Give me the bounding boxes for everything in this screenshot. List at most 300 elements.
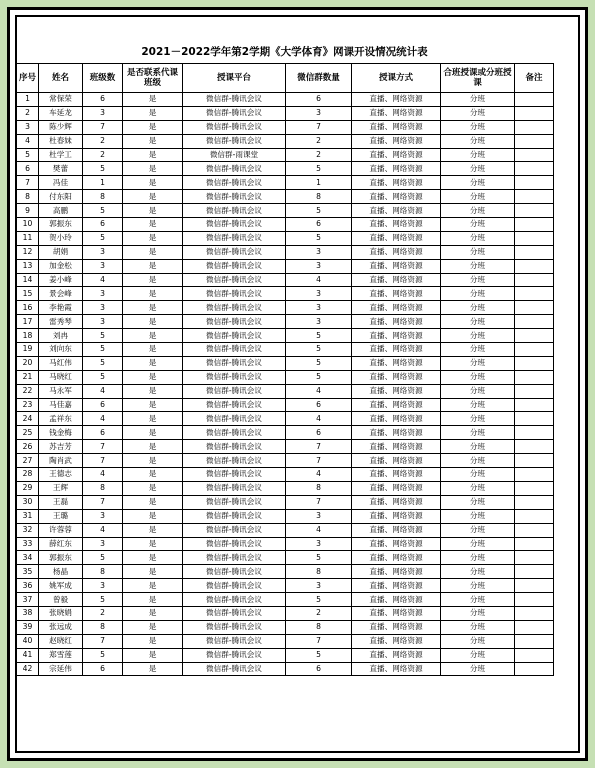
- cell-platform: 微信群-腾讯会议: [183, 370, 286, 384]
- cell-teaching-mode: 直播、网络资源: [352, 523, 441, 537]
- cell-remarks: [515, 426, 554, 440]
- cell-class-count: 6: [83, 662, 123, 676]
- cell-class-count: 5: [83, 329, 123, 343]
- cell-name: 胡娟: [39, 245, 83, 259]
- cell-name: 许蓉蓉: [39, 523, 83, 537]
- cell-class-count: 3: [83, 245, 123, 259]
- cell-wechat-groups: 5: [286, 593, 352, 607]
- cell-teaching-mode: 直播、网络资源: [352, 412, 441, 426]
- cell-index: 42: [17, 662, 39, 676]
- cell-teaching-mode: 直播、网络资源: [352, 287, 441, 301]
- cell-remarks: [515, 134, 554, 148]
- cell-teaching-mode: 直播、网络资源: [352, 634, 441, 648]
- cell-class-count: 2: [83, 148, 123, 162]
- cell-remarks: [515, 218, 554, 232]
- cell-platform: 微信群-腾讯会议: [183, 343, 286, 357]
- table-row: [17, 301, 554, 315]
- cell-remarks: [515, 565, 554, 579]
- cell-name: 付东阳: [39, 190, 83, 204]
- cell-class-arrangement: 分班: [441, 93, 515, 107]
- cell-contacted: 是: [123, 454, 183, 468]
- table-row: [17, 620, 554, 634]
- cell-class-arrangement: 分班: [441, 648, 515, 662]
- cell-contacted: 是: [123, 245, 183, 259]
- cell-wechat-groups: 7: [286, 120, 352, 134]
- cell-platform: 微信群-腾讯会议: [183, 245, 286, 259]
- cell-teaching-mode: 直播、网络资源: [352, 120, 441, 134]
- cell-platform: 微信群-腾讯会议: [183, 454, 286, 468]
- cell-contacted: 是: [123, 481, 183, 495]
- cell-contacted: 是: [123, 204, 183, 218]
- cell-wechat-groups: 8: [286, 565, 352, 579]
- cell-class-count: 7: [83, 454, 123, 468]
- cell-class-arrangement: 分班: [441, 287, 515, 301]
- cell-teaching-mode: 直播、网络资源: [352, 606, 441, 620]
- header-name: 姓名: [39, 64, 83, 93]
- table-row: [17, 454, 554, 468]
- cell-remarks: [515, 231, 554, 245]
- table-row: [17, 148, 554, 162]
- cell-remarks: [515, 273, 554, 287]
- cell-platform: 微信群-腾讯会议: [183, 120, 286, 134]
- cell-contacted: 是: [123, 579, 183, 593]
- cell-class-arrangement: 分班: [441, 370, 515, 384]
- cell-class-arrangement: 分班: [441, 426, 515, 440]
- cell-contacted: 是: [123, 620, 183, 634]
- cell-teaching-mode: 直播、网络资源: [352, 176, 441, 190]
- cell-platform: 微信群-腾讯会议: [183, 648, 286, 662]
- cell-name: 刘冉: [39, 329, 83, 343]
- table-row: [17, 398, 554, 412]
- cell-remarks: [515, 343, 554, 357]
- cell-contacted: 是: [123, 287, 183, 301]
- cell-class-count: 5: [83, 593, 123, 607]
- cell-class-arrangement: 分班: [441, 231, 515, 245]
- cell-remarks: [515, 356, 554, 370]
- cell-wechat-groups: 7: [286, 440, 352, 454]
- cell-wechat-groups: 7: [286, 454, 352, 468]
- cell-wechat-groups: 5: [286, 162, 352, 176]
- cell-class-count: 5: [83, 162, 123, 176]
- cell-index: 21: [17, 370, 39, 384]
- cell-wechat-groups: 5: [286, 231, 352, 245]
- cell-class-arrangement: 分班: [441, 551, 515, 565]
- cell-name: 赵晓红: [39, 634, 83, 648]
- cell-platform: 微信群-腾讯会议: [183, 176, 286, 190]
- cell-contacted: 是: [123, 495, 183, 509]
- cell-index: 30: [17, 495, 39, 509]
- cell-class-count: 4: [83, 523, 123, 537]
- cell-teaching-mode: 直播、网络资源: [352, 162, 441, 176]
- cell-contacted: 是: [123, 398, 183, 412]
- cell-contacted: 是: [123, 523, 183, 537]
- cell-wechat-groups: 4: [286, 523, 352, 537]
- table-row: [17, 412, 554, 426]
- cell-index: 15: [17, 287, 39, 301]
- cell-remarks: [515, 259, 554, 273]
- table-row: [17, 468, 554, 482]
- cell-class-arrangement: 分班: [441, 481, 515, 495]
- cell-name: 马红伟: [39, 356, 83, 370]
- cell-platform: 微信群-腾讯会议: [183, 106, 286, 120]
- cell-class-count: 4: [83, 468, 123, 482]
- cell-teaching-mode: 直播、网络资源: [352, 384, 441, 398]
- cell-class-arrangement: 分班: [441, 106, 515, 120]
- cell-name: 常保荣: [39, 93, 83, 107]
- cell-teaching-mode: 直播、网络资源: [352, 620, 441, 634]
- cell-remarks: [515, 468, 554, 482]
- cell-class-arrangement: 分班: [441, 204, 515, 218]
- cell-class-count: 3: [83, 537, 123, 551]
- cell-contacted: 是: [123, 648, 183, 662]
- table-row: [17, 606, 554, 620]
- cell-class-count: 6: [83, 93, 123, 107]
- cell-platform: 微信群-腾讯会议: [183, 579, 286, 593]
- cell-contacted: 是: [123, 148, 183, 162]
- cell-index: 32: [17, 523, 39, 537]
- cell-index: 36: [17, 579, 39, 593]
- cell-platform: 微信群-腾讯会议: [183, 565, 286, 579]
- cell-class-count: 7: [83, 495, 123, 509]
- cell-class-count: 3: [83, 259, 123, 273]
- cell-remarks: [515, 523, 554, 537]
- cell-wechat-groups: 4: [286, 412, 352, 426]
- cell-class-arrangement: 分班: [441, 315, 515, 329]
- cell-class-arrangement: 分班: [441, 162, 515, 176]
- cell-wechat-groups: 7: [286, 495, 352, 509]
- cell-index: 7: [17, 176, 39, 190]
- cell-index: 22: [17, 384, 39, 398]
- cell-name: 郭振东: [39, 218, 83, 232]
- cell-remarks: [515, 440, 554, 454]
- cell-teaching-mode: 直播、网络资源: [352, 398, 441, 412]
- cell-remarks: [515, 662, 554, 676]
- cell-name: 马永军: [39, 384, 83, 398]
- cell-wechat-groups: 3: [286, 301, 352, 315]
- cell-contacted: 是: [123, 218, 183, 232]
- cell-class-count: 5: [83, 343, 123, 357]
- cell-class-arrangement: 分班: [441, 343, 515, 357]
- cell-name: 马佳嘉: [39, 398, 83, 412]
- cell-contacted: 是: [123, 134, 183, 148]
- cell-platform: 微信群-腾讯会议: [183, 523, 286, 537]
- cell-remarks: [515, 93, 554, 107]
- table-row: [17, 190, 554, 204]
- cell-wechat-groups: 3: [286, 259, 352, 273]
- cell-name: 景会峰: [39, 287, 83, 301]
- cell-class-arrangement: 分班: [441, 662, 515, 676]
- cell-wechat-groups: 3: [286, 579, 352, 593]
- cell-wechat-groups: 5: [286, 204, 352, 218]
- cell-teaching-mode: 直播、网络资源: [352, 134, 441, 148]
- cell-index: 38: [17, 606, 39, 620]
- table-row: [17, 218, 554, 232]
- table-row: [17, 93, 554, 107]
- cell-teaching-mode: 直播、网络资源: [352, 662, 441, 676]
- cell-remarks: [515, 120, 554, 134]
- cell-teaching-mode: 直播、网络资源: [352, 204, 441, 218]
- table-row: [17, 634, 554, 648]
- cell-platform: 微信群-腾讯会议: [183, 93, 286, 107]
- cell-platform: 微信群-腾讯会议: [183, 426, 286, 440]
- cell-contacted: 是: [123, 593, 183, 607]
- cell-class-count: 5: [83, 648, 123, 662]
- cell-class-count: 5: [83, 370, 123, 384]
- cell-contacted: 是: [123, 551, 183, 565]
- table-row: [17, 551, 554, 565]
- cell-index: 2: [17, 106, 39, 120]
- table-row: [17, 593, 554, 607]
- cell-teaching-mode: 直播、网络资源: [352, 356, 441, 370]
- cell-platform: 微信群-腾讯会议: [183, 468, 286, 482]
- cell-index: 34: [17, 551, 39, 565]
- cell-class-arrangement: 分班: [441, 440, 515, 454]
- cell-remarks: [515, 454, 554, 468]
- cell-wechat-groups: 5: [286, 648, 352, 662]
- cell-index: 3: [17, 120, 39, 134]
- cell-wechat-groups: 5: [286, 343, 352, 357]
- cell-teaching-mode: 直播、网络资源: [352, 495, 441, 509]
- cell-wechat-groups: 6: [286, 218, 352, 232]
- cell-class-count: 4: [83, 412, 123, 426]
- cell-index: 35: [17, 565, 39, 579]
- table-row: [17, 481, 554, 495]
- cell-remarks: [515, 481, 554, 495]
- cell-name: 王德志: [39, 468, 83, 482]
- table-row: [17, 426, 554, 440]
- cell-contacted: 是: [123, 440, 183, 454]
- cell-contacted: 是: [123, 412, 183, 426]
- cell-class-arrangement: 分班: [441, 148, 515, 162]
- table-row: [17, 176, 554, 190]
- cell-teaching-mode: 直播、网络资源: [352, 565, 441, 579]
- cell-index: 14: [17, 273, 39, 287]
- cell-class-count: 3: [83, 579, 123, 593]
- cell-wechat-groups: 5: [286, 329, 352, 343]
- cell-platform: 微信群-腾讯会议: [183, 259, 286, 273]
- cell-remarks: [515, 509, 554, 523]
- cell-class-count: 8: [83, 565, 123, 579]
- cell-index: 18: [17, 329, 39, 343]
- cell-wechat-groups: 2: [286, 148, 352, 162]
- cell-platform: 微信群-腾讯会议: [183, 329, 286, 343]
- table-row: [17, 120, 554, 134]
- cell-wechat-groups: 1: [286, 176, 352, 190]
- cell-class-arrangement: 分班: [441, 301, 515, 315]
- cell-index: 28: [17, 468, 39, 482]
- table-row: [17, 509, 554, 523]
- cell-contacted: 是: [123, 106, 183, 120]
- cell-class-arrangement: 分班: [441, 134, 515, 148]
- cell-remarks: [515, 384, 554, 398]
- cell-platform: 微信群-腾讯会议: [183, 606, 286, 620]
- cell-contacted: 是: [123, 259, 183, 273]
- cell-name: 张晓娟: [39, 606, 83, 620]
- cell-remarks: [515, 593, 554, 607]
- table-row: [17, 315, 554, 329]
- cell-remarks: [515, 245, 554, 259]
- cell-teaching-mode: 直播、网络资源: [352, 648, 441, 662]
- cell-index: 12: [17, 245, 39, 259]
- cell-contacted: 是: [123, 537, 183, 551]
- cell-class-count: 7: [83, 120, 123, 134]
- cell-index: 37: [17, 593, 39, 607]
- table-row: [17, 440, 554, 454]
- cell-contacted: 是: [123, 634, 183, 648]
- cell-teaching-mode: 直播、网络资源: [352, 231, 441, 245]
- cell-platform: 微信群-腾讯会议: [183, 231, 286, 245]
- cell-contacted: 是: [123, 606, 183, 620]
- cell-wechat-groups: 3: [286, 245, 352, 259]
- cell-teaching-mode: 直播、网络资源: [352, 245, 441, 259]
- table-row: [17, 370, 554, 384]
- cell-name: 杜学工: [39, 148, 83, 162]
- cell-wechat-groups: 4: [286, 384, 352, 398]
- cell-contacted: 是: [123, 190, 183, 204]
- table-row: [17, 231, 554, 245]
- cell-class-arrangement: 分班: [441, 273, 515, 287]
- table-row: [17, 259, 554, 273]
- cell-platform: 微信群-腾讯会议: [183, 537, 286, 551]
- cell-name: 郭振东: [39, 551, 83, 565]
- table-row: [17, 162, 554, 176]
- cell-remarks: [515, 412, 554, 426]
- cell-class-count: 3: [83, 315, 123, 329]
- cell-class-arrangement: 分班: [441, 593, 515, 607]
- table-row: [17, 537, 554, 551]
- cell-remarks: [515, 495, 554, 509]
- cell-remarks: [515, 398, 554, 412]
- cell-contacted: 是: [123, 468, 183, 482]
- cell-remarks: [515, 579, 554, 593]
- cell-remarks: [515, 176, 554, 190]
- cell-index: 20: [17, 356, 39, 370]
- cell-index: 10: [17, 218, 39, 232]
- cell-class-count: 5: [83, 204, 123, 218]
- cell-remarks: [515, 634, 554, 648]
- cell-wechat-groups: 6: [286, 93, 352, 107]
- cell-name: 王辉: [39, 481, 83, 495]
- cell-index: 24: [17, 412, 39, 426]
- cell-class-arrangement: 分班: [441, 190, 515, 204]
- cell-name: 李艳霞: [39, 301, 83, 315]
- cell-remarks: [515, 551, 554, 565]
- cell-remarks: [515, 148, 554, 162]
- cell-index: 29: [17, 481, 39, 495]
- cell-class-count: 6: [83, 426, 123, 440]
- cell-teaching-mode: 直播、网络资源: [352, 93, 441, 107]
- cell-class-arrangement: 分班: [441, 356, 515, 370]
- cell-index: 26: [17, 440, 39, 454]
- cell-wechat-groups: 5: [286, 370, 352, 384]
- cell-platform: 微信群-腾讯会议: [183, 204, 286, 218]
- cell-class-arrangement: 分班: [441, 523, 515, 537]
- cell-teaching-mode: 直播、网络资源: [352, 370, 441, 384]
- table-row: [17, 106, 554, 120]
- cell-name: 郑雪莲: [39, 648, 83, 662]
- cell-name: 曾毅: [39, 593, 83, 607]
- cell-wechat-groups: 8: [286, 190, 352, 204]
- cell-wechat-groups: 6: [286, 398, 352, 412]
- cell-index: 39: [17, 620, 39, 634]
- cell-name: 杨晶: [39, 565, 83, 579]
- cell-contacted: 是: [123, 273, 183, 287]
- cell-teaching-mode: 直播、网络资源: [352, 579, 441, 593]
- cell-contacted: 是: [123, 370, 183, 384]
- cell-class-count: 6: [83, 398, 123, 412]
- cell-class-arrangement: 分班: [441, 495, 515, 509]
- cell-teaching-mode: 直播、网络资源: [352, 148, 441, 162]
- cell-teaching-mode: 直播、网络资源: [352, 481, 441, 495]
- cell-class-count: 2: [83, 134, 123, 148]
- cell-class-count: 5: [83, 356, 123, 370]
- cell-index: 4: [17, 134, 39, 148]
- cell-name: 雷秀琴: [39, 315, 83, 329]
- cell-index: 33: [17, 537, 39, 551]
- cell-class-arrangement: 分班: [441, 468, 515, 482]
- cell-wechat-groups: 4: [286, 468, 352, 482]
- cell-class-arrangement: 分班: [441, 620, 515, 634]
- cell-remarks: [515, 106, 554, 120]
- cell-contacted: 是: [123, 565, 183, 579]
- cell-remarks: [515, 620, 554, 634]
- cell-platform: 微信群-腾讯会议: [183, 481, 286, 495]
- table-row: [17, 579, 554, 593]
- cell-class-arrangement: 分班: [441, 120, 515, 134]
- cell-platform: 微信群-腾讯会议: [183, 398, 286, 412]
- cell-platform: 微信群-腾讯会议: [183, 384, 286, 398]
- cell-remarks: [515, 287, 554, 301]
- cell-class-count: 4: [83, 273, 123, 287]
- cell-class-arrangement: 分班: [441, 537, 515, 551]
- cell-contacted: 是: [123, 662, 183, 676]
- cell-class-arrangement: 分班: [441, 565, 515, 579]
- cell-index: 9: [17, 204, 39, 218]
- table-row: [17, 287, 554, 301]
- cell-contacted: 是: [123, 426, 183, 440]
- header-index: 序号: [17, 64, 39, 93]
- cell-wechat-groups: 4: [286, 273, 352, 287]
- cell-platform: 微信群-腾讯会议: [183, 495, 286, 509]
- cell-name: 高鹏: [39, 204, 83, 218]
- cell-name: 宗延伟: [39, 662, 83, 676]
- cell-class-count: 7: [83, 440, 123, 454]
- cell-platform: 微信群-腾讯会议: [183, 162, 286, 176]
- cell-wechat-groups: 3: [286, 509, 352, 523]
- cell-teaching-mode: 直播、网络资源: [352, 537, 441, 551]
- cell-class-count: 3: [83, 106, 123, 120]
- cell-contacted: 是: [123, 343, 183, 357]
- cell-name: 冯佳: [39, 176, 83, 190]
- cell-contacted: 是: [123, 384, 183, 398]
- cell-index: 40: [17, 634, 39, 648]
- cell-index: 27: [17, 454, 39, 468]
- table-row: [17, 662, 554, 676]
- cell-wechat-groups: 3: [286, 106, 352, 120]
- cell-teaching-mode: 直播、网络资源: [352, 329, 441, 343]
- statistics-sheet: [16, 44, 553, 676]
- cell-platform: 微信群-腾讯会议: [183, 315, 286, 329]
- cell-index: 23: [17, 398, 39, 412]
- cell-index: 1: [17, 93, 39, 107]
- table-title: 2021－2022学年第2学期《大学体育》网课开设情况统计表: [141, 46, 428, 58]
- cell-index: 6: [17, 162, 39, 176]
- cell-platform: 微信群-腾讯会议: [183, 634, 286, 648]
- cell-class-arrangement: 分班: [441, 384, 515, 398]
- cell-wechat-groups: 7: [286, 634, 352, 648]
- cell-index: 13: [17, 259, 39, 273]
- table-row: [17, 204, 554, 218]
